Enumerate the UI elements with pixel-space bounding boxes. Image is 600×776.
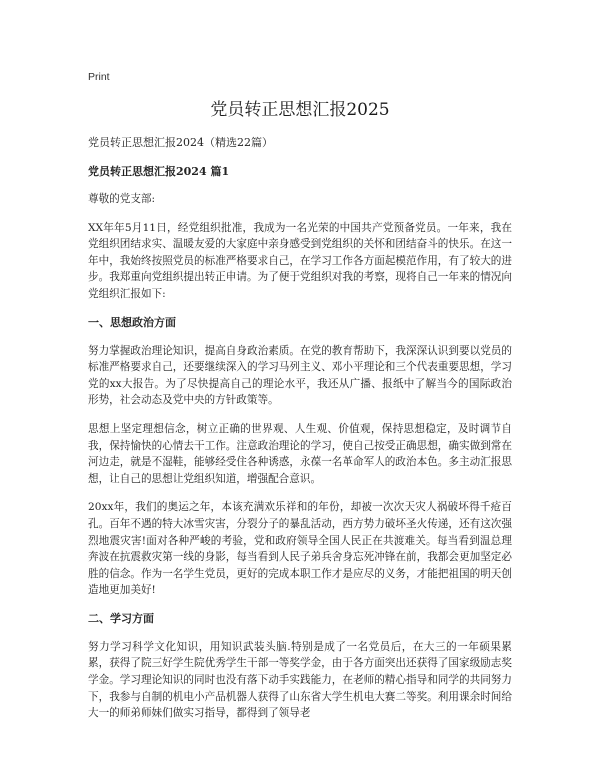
document-subtitle: 党员转正思想汇报2024（精选22篇） (88, 136, 273, 149)
section-heading-politics: 一、思想政治方面 (88, 315, 176, 329)
document-title: 党员转正思想汇报2025 (210, 100, 390, 120)
print-link[interactable]: Print (88, 71, 110, 83)
article-title: 党员转正思想汇报2024 篇1 (88, 165, 230, 178)
intro-paragraph: XX年年5月11日，经党组织批准，我成为一名光荣的中国共产党预备党员。一年来，我在党组织团结求实、温暖友爱的大家庭中亲身感受到党组织的关怀和团结奋斗的快乐。在这一年中，我始终按照党员的标准严格要求自己，在学习工作各方面起模范作用，有了较大的进步。我郑重向党组织提出转正申请。为了便于党组织对我的考察，现将自己一年来的情况向党组织汇报如下: (88, 221, 512, 300)
politics-paragraph-1: 努力掌握政治理论知识，提高自身政治素质。在党的教育帮助下，我深深认识到要以党员的标准严格要求自己，还要继续深入的学习马列主义、邓小平理论和三个代表重要思想，学习党的xx大报告。为了尽快提高自己的理论水平，我还从广播、报纸中了解当今的国际政治形势，社会动态及党中央的方针政策等。 (88, 344, 512, 407)
politics-paragraph-2: 思想上坚定理想信念，树立正确的世界观、人生观、价值观，保持思想稳定，及时调节自我，保持愉快的心情去干工作。注意政治理论的学习，使自己按受正确思想，确实做到常在河边走，就是不湿鞋，能够经受住各种诱惑，永葆一名革命军人的政治本色。多主动汇报思想，让自己的思想让党组织知道，增强配合意识。 (88, 422, 512, 485)
politics-paragraph-3: 20xx年，我们的奥运之年，本该充满欢乐祥和的年份，却被一次次天灾人祸破坏得千疮百孔。百年不遇的特大冰雪灾害，分裂分子的暴乱活动，西方势力破坏圣火传递，还有这次强烈地震灾害!面对各种严峻的考验，党和政府领导全国人民正在共渡难关。每当看到温总理奔波在抗震救灾第一线的身影，每当看到人民子弟兵舍身忘死冲锋在前，我都会更加坚定必胜的信念。作为一名学生党员，更好的完成本职工作才是应尽的义务，才能把祖国的明天创造地更加美好! (88, 501, 512, 597)
study-paragraph-1: 努力学习科学文化知识，用知识武装头脑.特别是成了一名党员后，在大三的一年硕果累累，获得了院三好学生院优秀学生干部一等奖学金，由于各方面突出还获得了国家级励志奖学金。学习理论知识的同时也没有落下动手实践能力，在老师的精心指导和同学的共同努力下，我参与自制的机电小产品机器人获得了山东省大学生机电大赛二等奖。利用课余时间给大一的师弟师妹们做实习指导，都得到了领导老 (88, 640, 512, 720)
document-page (88, 70, 512, 734)
greeting: 尊敬的党支部: (88, 193, 156, 205)
section-heading-study: 二、学习方面 (88, 611, 154, 625)
